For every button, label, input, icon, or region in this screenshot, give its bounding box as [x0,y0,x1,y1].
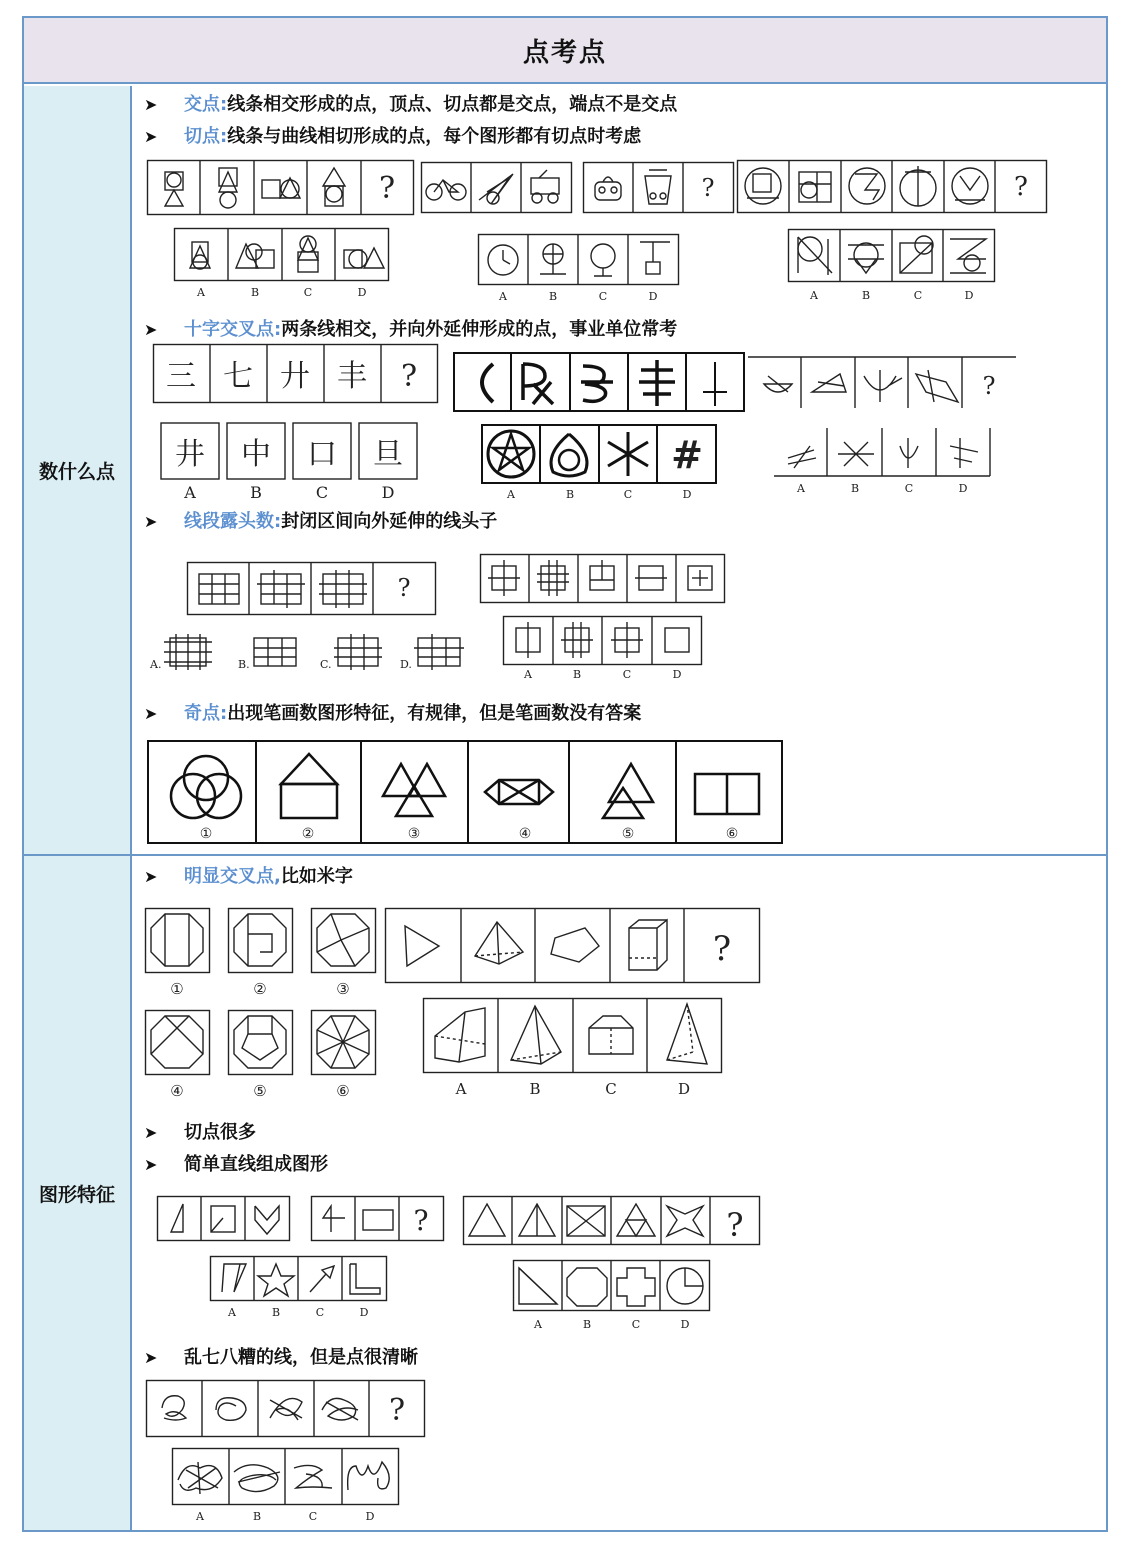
circled-number: ① [170,980,184,998]
section-label-shape-features [24,856,132,1530]
option-label: B [252,1510,262,1523]
option-label: A. [150,658,162,671]
option-label: D [677,1080,691,1098]
option-label: D [648,290,658,303]
arrow-icon: ➤ [144,1348,158,1367]
question-mark: ? [397,574,411,602]
section-label-count-points [24,86,132,854]
options-jiaodian-2 [478,234,680,304]
circled-number: ② [301,826,315,842]
option-label: A [499,290,507,303]
option-label: C [315,483,329,502]
option-label: A [184,483,196,502]
question-mark: ? [388,1393,406,1428]
grid-glyph [319,570,367,608]
option-label: B [861,289,871,302]
bullet-text: 出现笔画数图形特征，有规律，但是笔画数没有答案 [227,703,642,724]
circled-number: ④ [170,1082,184,1100]
question-mark: ? [1014,172,1028,202]
bullet-text: 封闭区间向外延伸的线头子 [281,511,498,532]
bullet-keyword: 明显交叉点, [184,866,281,887]
option-label: D [682,488,692,501]
bullet-text: 切点很多 [184,1122,256,1143]
option-label: D [964,289,974,302]
question-mark: ? [400,359,418,394]
bullet-keyword: 奇点: [184,703,228,724]
octagon-cell [312,909,376,973]
option-label: B [250,483,262,502]
bullet-lutou [144,507,497,533]
options-shizi-chars [160,422,420,502]
option-label: C [904,482,914,495]
bullet-text: 比如米字 [280,866,353,887]
grid-glyph [257,570,305,608]
question-mark: ? [378,171,396,206]
circled-number: ② [253,980,267,998]
option-label: D [357,286,367,299]
puzzle-shizi-chars [153,344,439,404]
option-label: B [548,290,558,303]
bullet-text: 乱七八糟的线，但是点很清晰 [184,1347,418,1368]
puzzle-straight-lines-2 [463,1196,761,1246]
options-solids [423,998,723,1100]
octagon-cell [312,1011,376,1075]
bullet-keyword: 交点: [184,94,228,115]
char-cell: 丰 [337,359,367,394]
option-label: C [631,1318,641,1331]
section-divider [24,854,1106,856]
question-mark: ? [712,929,732,969]
option-label: D. [400,658,412,671]
options-jiaodian-4 [788,229,996,305]
option-label: C [598,290,608,303]
option-label: A [197,286,205,299]
question-mark: ? [413,1204,429,1237]
circled-number: ③ [336,980,350,998]
circled-number: ⑥ [336,1082,350,1100]
bullet-mingxian [144,862,353,888]
char-cell: 七 [223,359,253,394]
option-label: B [250,286,260,299]
char-option: 中 [241,437,271,472]
octagon-cell [229,1011,293,1075]
puzzle-qidian [147,740,783,844]
grid-glyph [199,574,239,604]
option-label: B [271,1306,281,1319]
arrow-icon: ➤ [144,512,158,531]
bullet-text: 线条相交形成的点，顶点、切点都是交点，端点不是交点 [227,94,678,115]
puzzle-jiaodian-2 [421,162,573,214]
options-straight-lines-1 [210,1256,390,1320]
bullet-jiandan [144,1150,328,1176]
option-label: A [797,482,805,495]
option-label: A [228,1306,236,1319]
option-label: C [913,289,923,302]
circled-number: ④ [518,826,532,842]
option-label: C [622,668,632,681]
options-straight-lines-2 [513,1260,711,1334]
option-label: C [308,1510,318,1523]
option-label: C [315,1306,325,1319]
puzzle-lutou-2 [480,554,726,604]
puzzle-solids [385,908,761,984]
char-option: 井 [175,437,205,472]
circled-number: ③ [407,826,421,842]
option-label: C [623,488,633,501]
option-label: A [455,1080,467,1098]
octagon-cell [146,909,210,973]
arrow-icon: ➤ [144,127,158,146]
bullet-text: 线条与曲线相切形成的点，每个图形都有切点时考虑 [227,126,642,147]
option-label: B [850,482,860,495]
bullet-shizi [144,315,677,341]
puzzle-jiaodian-3 [583,162,735,214]
char-option: 口 [307,437,337,472]
options-shizi-sketch [774,428,992,498]
bullet-luanqi [144,1343,418,1369]
symbol-hash: # [671,432,703,477]
bullet-text: 两条线相交，并向外延伸形成的点，事业单位常考 [281,319,678,340]
option-label: D [381,483,395,502]
puzzle-lutou-1 [187,562,437,616]
question-mark: ? [701,174,715,202]
circled-number: ⑤ [253,1082,267,1100]
puzzle-shizi-sketch [748,356,1018,410]
page-title: 点考点 [522,37,607,68]
options-lutou-2 [503,616,703,682]
octagon-cell [229,909,293,973]
title-bar [24,18,1106,84]
option-label: D [680,1318,690,1331]
bullet-keyword: 线段露头数: [184,511,282,532]
bullet-qidian [144,699,641,725]
circled-number: ⑤ [621,826,635,842]
char-cell: 廾 [280,359,310,394]
option-label: C. [320,658,332,671]
bullet-keyword: 十字交叉点: [184,319,282,340]
section-label-text: 图形特征 [38,1183,115,1206]
puzzle-messy-lines [146,1380,426,1438]
bullet-text: 简单直线组成图形 [184,1154,328,1175]
circled-number: ⑥ [725,826,739,842]
char-cell: 三 [166,359,196,394]
puzzle-shizi-symbols [453,352,745,412]
arrow-icon: ➤ [144,1155,158,1174]
arrow-icon: ➤ [144,1123,158,1142]
option-label: D [672,668,682,681]
bullet-qiedian [144,122,641,148]
option-label: B [529,1080,541,1098]
option-label: A [524,668,532,681]
option-label: A [507,488,515,501]
question-mark: ? [726,1206,744,1244]
arrow-icon: ➤ [144,320,158,339]
options-messy-lines [172,1448,400,1524]
puzzle-straight-lines-1 [157,1196,445,1242]
option-label: A [534,1318,542,1331]
option-label: A [196,1510,204,1523]
puzzle-jiaodian-1 [147,160,415,216]
arrow-icon: ➤ [144,867,158,886]
option-label: B [582,1318,592,1331]
option-label: B. [238,658,250,671]
option-label: D [365,1510,375,1523]
option-label: C [303,286,313,299]
arrow-icon: ➤ [144,95,158,114]
option-label: D [958,482,968,495]
bullet-qieduo [144,1118,256,1144]
bullet-keyword: 切点: [184,126,228,147]
char-option: 旦 [373,437,403,472]
puzzle-jiaodian-4 [737,160,1048,214]
bullet-jiaodian [144,90,677,116]
option-label: D [359,1306,369,1319]
options-shizi-symbols [481,424,717,504]
option-label: A [810,289,818,302]
option-label: C [605,1080,617,1098]
option-label: B [572,668,582,681]
option-label: B [565,488,575,501]
octagon-cell [146,1011,210,1075]
arrow-icon: ➤ [144,704,158,723]
question-mark: ? [982,372,996,400]
section-label-text: 数什么点 [38,460,115,483]
options-jiaodian-1 [174,228,390,300]
options-lutou-1 [150,630,470,674]
circled-number: ① [199,826,213,842]
puzzle-octagons [145,908,377,1100]
